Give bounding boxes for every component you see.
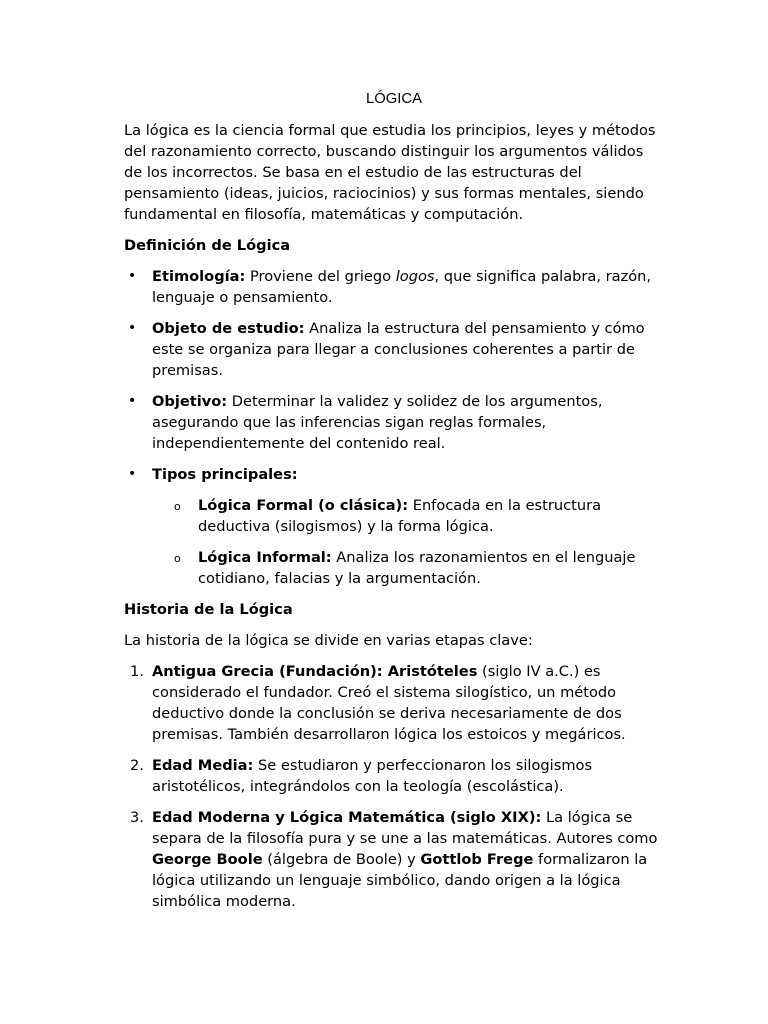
history-list: [124, 661, 664, 912]
item-text: Analiza la estructura del pensamiento y cómo este se organiza para llegar a conclusiones coherentes a partir de premisas.: [152, 320, 645, 379]
subitem-label: Lógica Informal:: [198, 549, 332, 566]
history-item-middle-ages: [124, 755, 664, 797]
list-number: 3.: [130, 809, 144, 826]
list-item-main-types: [124, 464, 664, 589]
item-italic-term: logos: [395, 268, 435, 285]
definition-list: [124, 266, 664, 589]
bullet-icon: •: [128, 393, 137, 409]
bullet-icon: •: [128, 268, 137, 284]
item-text: Determinar la validez y solidez de los argumentos, asegurando que las inferencias sigan reglas formales, independientemente del contenido real.: [152, 393, 603, 452]
sub-bullet-icon: o: [174, 500, 181, 513]
subitem-text: Analiza los razonamientos en el lenguaje cotidiano, falacias y la argumentación.: [198, 549, 636, 587]
item-bold-name: George Boole: [152, 851, 263, 868]
list-item-object-of-study: [124, 318, 664, 381]
subitem-text: Enfocada en la estructura deductiva (silogismos) y la forma lógica.: [198, 497, 602, 535]
item-bold-name: Gottlob Frege: [420, 851, 534, 868]
list-number: 2.: [130, 757, 144, 774]
item-text: , que significa palabra, razón, lenguaje o pensamiento.: [152, 268, 652, 306]
list-item-objective: [124, 391, 664, 454]
bullet-icon: •: [128, 466, 137, 482]
bullet-icon: •: [128, 320, 137, 336]
item-label: Tipos principales:: [152, 466, 298, 483]
definition-heading: Definición de Lógica: [124, 237, 291, 254]
sublist-item-formal-logic: [152, 495, 664, 537]
subitem-label: Lógica Formal (o clásica):: [198, 497, 409, 514]
item-label: Objeto de estudio:: [152, 320, 305, 337]
document-body: [124, 89, 664, 922]
item-text: formalizaron la lógica utilizando un lenguaje simbólico, dando origen a la lógica simbólica moderna.: [152, 851, 648, 910]
list-item-etymology: [124, 266, 664, 308]
item-text: La lógica se separa de la filosofía pura y se une a las matemáticas. Autores como: [152, 809, 658, 847]
item-label: Edad Media:: [152, 757, 254, 774]
history-item-ancient-greece: [124, 661, 664, 745]
sublist-item-informal-logic: [152, 547, 664, 589]
item-text: (álgebra de Boole) y: [262, 851, 421, 868]
types-sublist: [152, 495, 664, 589]
list-number: 1.: [130, 663, 144, 680]
item-text: Se estudiaron y perfeccionaron los silogismos aristotélicos, integrándolos con la teología (escolástica).: [152, 757, 593, 795]
document-title: LÓGICA: [366, 91, 422, 107]
history-item-modern-age: [124, 807, 664, 912]
item-label-name: Aristóteles: [382, 663, 478, 680]
item-label: Etimología:: [152, 268, 246, 285]
item-text: (siglo IV a.C.) es considerado el fundador. Creó el sistema silogístico, un método deductivo donde la conclusión se deriva necesariamente de dos premisas. También desarrollaron lógica los estoicos y megáricos.: [152, 663, 626, 743]
intro-paragraph: La lógica es la ciencia formal que estudia los principios, leyes y métodos del razonamiento correcto, buscando distinguir los argumentos válidos de los incorrectos. Se basa en el estudio de las estructuras del pensamiento (ideas, juicios, raciocinios) y sus formas mentales, siendo fundamental en filosofía, matemáticas y computación.: [124, 122, 656, 223]
item-label: Objetivo:: [152, 393, 228, 410]
history-heading: Historia de la Lógica: [124, 601, 293, 618]
sub-bullet-icon: o: [174, 552, 181, 565]
item-text: Proviene del griego: [245, 268, 396, 285]
history-intro: La historia de la lógica se divide en varias etapas clave:: [124, 632, 533, 649]
item-label: Edad Moderna y Lógica Matemática (siglo XIX):: [152, 809, 542, 826]
item-label: Antigua Grecia (Fundación):: [152, 663, 383, 680]
